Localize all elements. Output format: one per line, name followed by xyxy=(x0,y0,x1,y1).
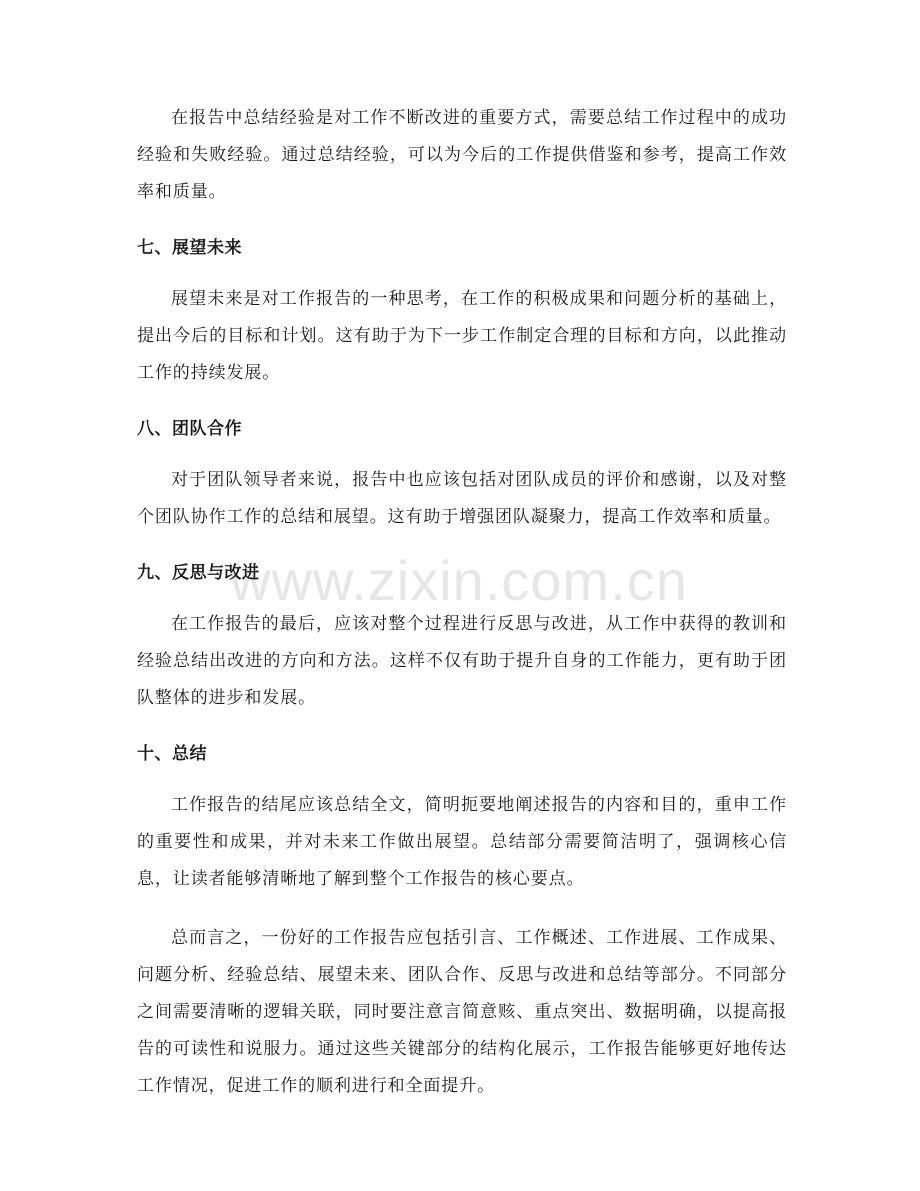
section-heading-10: 十、总结 xyxy=(137,744,207,764)
section-paragraph-10: 工作报告的结尾应该总结全文，简明扼要地阐述报告的内容和目的，重申工作的重要性和成果，并对未来工作做出展望。总结部分需要简洁明了，强调核心信息，让读者能够清晰地了解到整个工作报告的核心要点。 xyxy=(137,795,787,889)
watermark: www.zixin.com.cn xyxy=(230,549,688,612)
section-heading-8: 八、团队合作 xyxy=(137,419,242,439)
section-paragraph-7: 展望未来是对工作报告的一种思考，在工作的积极成果和问题分析的基础上，提出今后的目标和计划。这有助于为下一步工作制定合理的目标和方向，以此推动工作的持续发展。 xyxy=(137,289,787,383)
section-heading-7: 七、展望未来 xyxy=(137,238,242,258)
section-paragraph-8: 对于团队领导者来说，报告中也应该包括对团队成员的评价和感谢，以及对整个团队协作工作的总结和展望。这有助于增强团队凝聚力，提高工作效率和质量。 xyxy=(137,470,787,527)
conclusion-paragraph: 总而言之，一份好的工作报告应包括引言、工作概述、工作进展、工作成果、问题分析、经验总结、展望未来、团队合作、反思与改进和总结等部分。不同部分之间需要清晰的逻辑关联，同时要注意言简意赅、重点突出、数据明确，以提高报告的可读性和说服力。通过这些关键部分的结构化展示，工作报告能够更好地传达工作情况，促进工作的顺利进行和全面提升。 xyxy=(137,928,787,1096)
section-heading-9: 九、反思与改进 xyxy=(137,563,260,583)
document-body xyxy=(137,100,787,1127)
intro-paragraph: 在报告中总结经验是对工作不断改进的重要方式，需要总结工作过程中的成功经验和失败经验。通过总结经验，可以为今后的工作提供借鉴和参考，提高工作效率和质量。 xyxy=(137,108,787,202)
section-paragraph-9: 在工作报告的最后，应该对整个过程进行反思与改进，从工作中获得的教训和经验总结出改进的方向和方法。这样不仅有助于提升自身的工作能力，更有助于团队整体的进步和发展。 xyxy=(137,614,787,708)
